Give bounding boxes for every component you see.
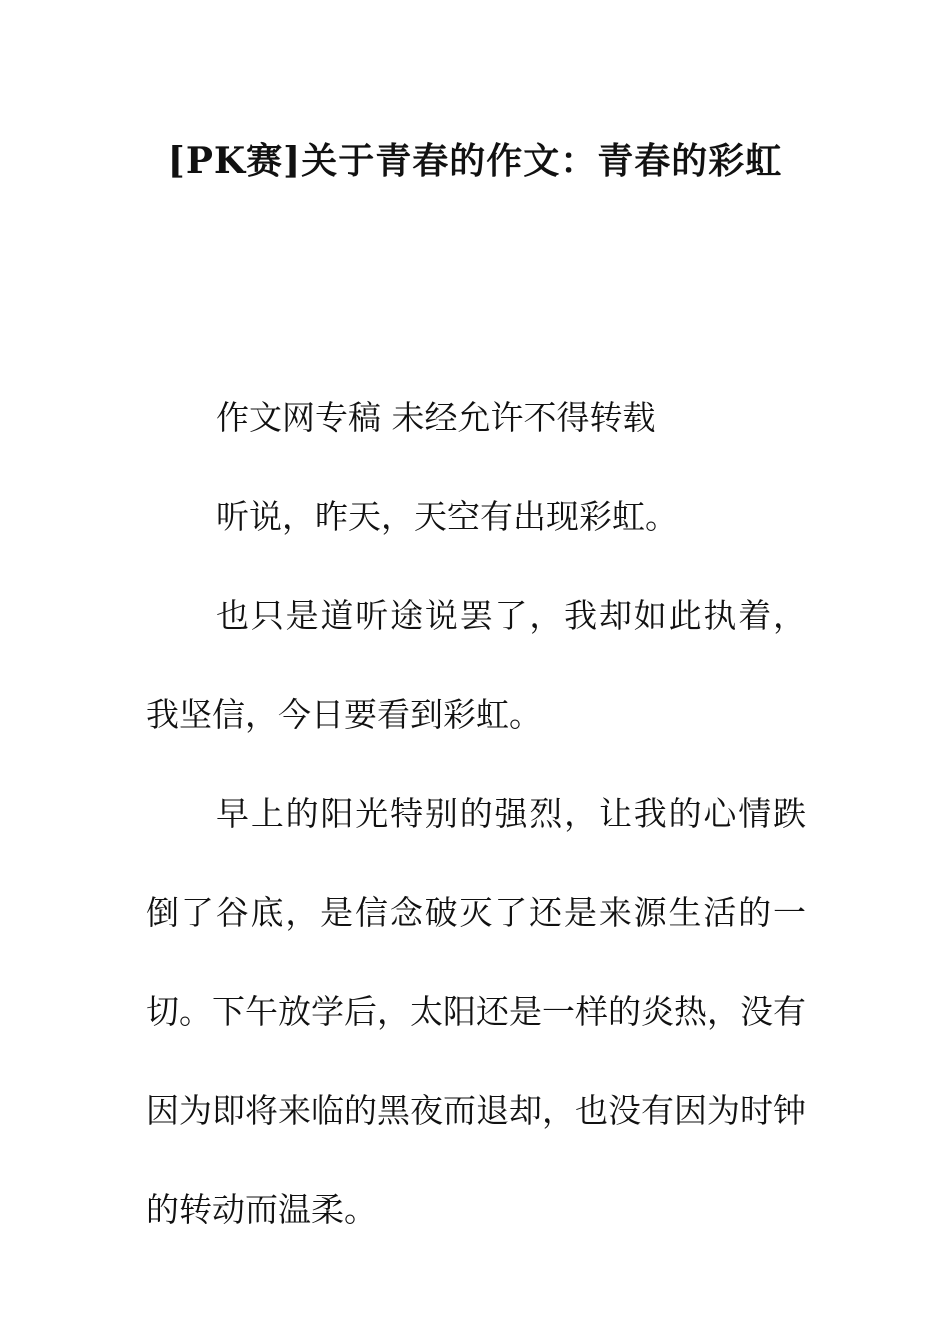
- document-body: [146, 368, 806, 1259]
- paragraph-belief: 也只是道听途说罢了，我却如此执着，我坚信，今日要看到彩虹。: [146, 596, 806, 734]
- paragraph-copyright-notice: 作文网专稿 未经允许不得转载: [216, 398, 656, 437]
- paragraph-afternoon: 早上的阳光特别的强烈，让我的心情跌倒了谷底，是信念破灭了还是来源生活的一切。下午放学后，太阳还是一样的炎热，没有因为即将来临的黑夜而退却，也没有因为时钟的转动而温柔。: [146, 794, 806, 1229]
- paragraph-rainbow-rumor: 听说，昨天，天空有出现彩虹。: [216, 497, 678, 536]
- document-title: [PK赛]关于青春的作文：青春的彩虹: [167, 140, 783, 182]
